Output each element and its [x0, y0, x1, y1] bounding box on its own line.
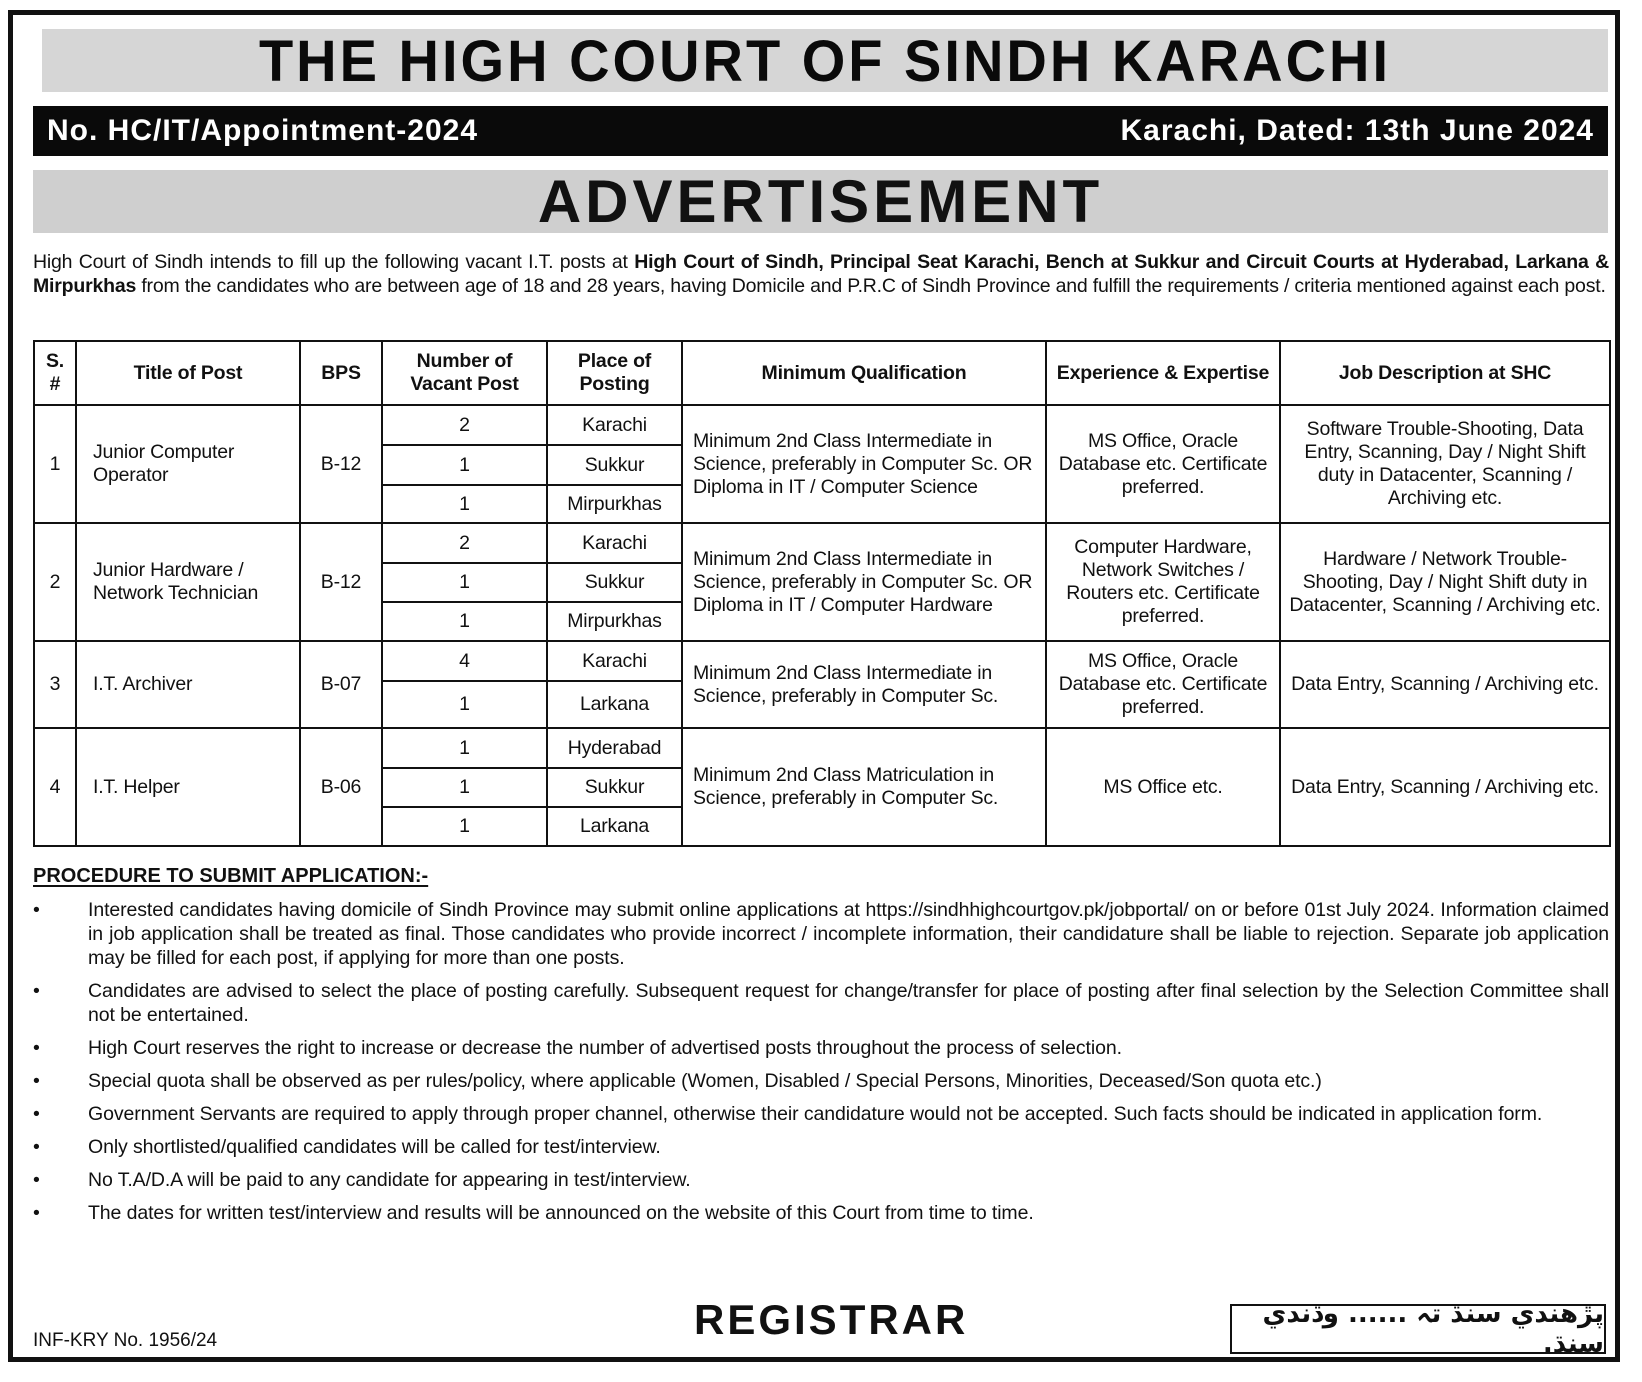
job-description: Hardware / Network Trouble-Shooting, Day / Night Shift duty in Datacenter, Scanning / Archiving etc.: [1280, 523, 1610, 641]
bullet-icon: •: [33, 1070, 40, 1092]
procedure-text: The dates for written test/interview and results will be announced on the website of this Court from time to time.: [88, 1202, 1034, 1224]
procedure-item: [33, 1135, 1609, 1159]
post-title: I.T. Helper: [76, 728, 300, 846]
table-row: [34, 405, 1610, 445]
vacant-count: 1: [382, 602, 547, 641]
column-header: BPS: [300, 341, 382, 405]
page-title: THE HIGH COURT OF SINDH KARACHI: [258, 27, 1392, 94]
sindhi-slogan-box: [1230, 1299, 1606, 1359]
vacant-count: 1: [382, 563, 547, 602]
bps-grade: B-12: [300, 405, 382, 523]
procedure-item: [33, 1102, 1609, 1126]
post-title: Junior Computer Operator: [76, 405, 300, 523]
procedure-text: No T.A/D.A will be paid to any candidate for appearing in test/interview.: [88, 1169, 691, 1191]
column-header: Number of Vacant Post: [382, 341, 547, 405]
vacant-count: 2: [382, 523, 547, 563]
signatory: REGISTRAR: [694, 1296, 969, 1343]
procedure-item: [33, 898, 1609, 970]
serial-number: 2: [34, 523, 76, 641]
reference-bar: [33, 106, 1608, 156]
bullet-icon: •: [33, 1136, 40, 1158]
minimum-qualification: Minimum 2nd Class Matriculation in Science, preferably in Computer Sc.: [682, 728, 1046, 846]
serial-number: 1: [34, 405, 76, 523]
bps-grade: B-07: [300, 641, 382, 728]
bullet-icon: •: [33, 1037, 40, 1059]
job-description: Data Entry, Scanning / Archiving etc.: [1280, 728, 1610, 846]
bullet-icon: •: [33, 1103, 40, 1125]
intro-locations: High Court of Sindh, Principal Seat Karachi, Bench at Sukkur and Circuit Courts at Hyderabad, Larkana & Mirpurkhas: [33, 251, 1610, 297]
intro-text: High Court of Sindh intends to fill up the following vacant I.T. posts at: [33, 251, 635, 273]
vacant-count: 4: [382, 641, 547, 681]
bps-grade: B-06: [300, 728, 382, 846]
table-row: [34, 523, 1610, 563]
vacant-count: 1: [382, 768, 547, 807]
table-row: [34, 641, 1610, 681]
procedure-item: [33, 979, 1609, 1027]
job-description: Software Trouble-Shooting, Data Entry, Scanning, Day / Night Shift duty in Datacenter, Scanning / Archiving etc.: [1280, 405, 1610, 523]
posting-place: Karachi: [547, 405, 682, 445]
posting-place: Larkana: [547, 807, 682, 846]
experience: MS Office, Oracle Database etc. Certificate preferred.: [1046, 405, 1280, 523]
column-header: Job Description at SHC: [1280, 341, 1610, 405]
posting-place: Sukkur: [547, 563, 682, 602]
column-header: Minimum Qualification: [682, 341, 1046, 405]
intro-paragraph: [33, 250, 1609, 298]
advertisement-banner: [33, 170, 1608, 233]
procedure-text: Interested candidates having domicile of Sindh Province may submit online applications at https://sindhhighcourtgov.pk/jobportal/ on or before 01st July 2024. Information claimed in job application shall be treated as final. Those candidates who provide incorrect / incomplete information, their candidature shall be liable to rejection. Separate job application may be filled for each post, if applying for more than one posts.: [88, 899, 1609, 969]
column-header: Experience & Expertise: [1046, 341, 1280, 405]
experience: MS Office etc.: [1046, 728, 1280, 846]
posting-place: Sukkur: [547, 768, 682, 807]
bullet-icon: •: [33, 980, 40, 1002]
experience: Computer Hardware, Network Switches / Routers etc. Certificate preferred.: [1046, 523, 1280, 641]
vacant-count: 1: [382, 807, 547, 846]
vacant-count: 1: [382, 728, 547, 768]
reference-number: No. HC/IT/Appointment-2024: [47, 114, 479, 147]
serial-number: 3: [34, 641, 76, 728]
procedure-item: [33, 1036, 1609, 1060]
bullet-icon: •: [33, 1202, 40, 1224]
advertisement-heading: ADVERTISEMENT: [537, 168, 1104, 235]
vacancy-table: [33, 340, 1611, 847]
bullet-icon: •: [33, 899, 40, 921]
column-header: S. #: [34, 341, 76, 405]
posting-place: Larkana: [547, 681, 682, 728]
procedure-heading: PROCEDURE TO SUBMIT APPLICATION:-: [33, 865, 429, 887]
procedure-text: Only shortlisted/qualified candidates will be called for test/interview.: [88, 1136, 661, 1158]
post-title: Junior Hardware / Network Technician: [76, 523, 300, 641]
vacant-count: 1: [382, 485, 547, 523]
post-title: I.T. Archiver: [76, 641, 300, 728]
vacant-count: 1: [382, 681, 547, 728]
procedure-list: [33, 898, 1609, 1234]
posting-place: Mirpurkhas: [547, 602, 682, 641]
column-header: Title of Post: [76, 341, 300, 405]
procedure-text: High Court reserves the right to increase or decrease the number of advertised posts throughout the process of selection.: [88, 1037, 1122, 1059]
posting-place: Mirpurkhas: [547, 485, 682, 523]
table-header-row: [34, 341, 1610, 405]
procedure-text: Candidates are advised to select the place of posting carefully. Subsequent request for change/transfer for place of posting after final selection by the Selection Committee shall not be entertained.: [88, 980, 1609, 1026]
table-row: [34, 728, 1610, 768]
minimum-qualification: Minimum 2nd Class Intermediate in Science, preferably in Computer Sc.: [682, 641, 1046, 728]
column-header: Place of Posting: [547, 341, 682, 405]
posting-place: Karachi: [547, 523, 682, 563]
title-banner: [42, 29, 1608, 92]
minimum-qualification: Minimum 2nd Class Intermediate in Science, preferably in Computer Sc. OR Diploma in IT / Computer Hardware: [682, 523, 1046, 641]
procedure-item: [33, 1069, 1609, 1093]
serial-number: 4: [34, 728, 76, 846]
procedure-text: Government Servants are required to apply through proper channel, otherwise their candidature would not be accepted. Such facts should be indicated in application form.: [88, 1103, 1543, 1125]
procedure-item: [33, 1168, 1609, 1192]
bullet-icon: •: [33, 1169, 40, 1191]
posting-place: Hyderabad: [547, 728, 682, 768]
minimum-qualification: Minimum 2nd Class Intermediate in Science, preferably in Computer Sc. OR Diploma in IT / Computer Science: [682, 405, 1046, 523]
job-description: Data Entry, Scanning / Archiving etc.: [1280, 641, 1610, 728]
inf-number: INF-KRY No. 1956/24: [33, 1330, 218, 1351]
date-line: Karachi, Dated: 13th June 2024: [1120, 114, 1594, 147]
vacant-count: 1: [382, 445, 547, 485]
posting-place: Karachi: [547, 641, 682, 681]
intro-text-2: from the candidates who are between age of 18 and 28 years, having Domicile and P.R.C of Sindh Province and fulfill the requirements / criteria mentioned against each post.: [136, 275, 1606, 297]
procedure-text: Special quota shall be observed as per rules/policy, where applicable (Women, Disabled / Special Persons, Minorities, Deceased/Son quota etc.): [88, 1070, 1322, 1092]
vacant-count: 2: [382, 405, 547, 445]
sindhi-slogan: پڙهندي سنڌ تہ ...... وڌندي سنڌ.: [1262, 1299, 1604, 1359]
posting-place: Sukkur: [547, 445, 682, 485]
experience: MS Office, Oracle Database etc. Certificate preferred.: [1046, 641, 1280, 728]
procedure-item: [33, 1201, 1609, 1225]
bps-grade: B-12: [300, 523, 382, 641]
